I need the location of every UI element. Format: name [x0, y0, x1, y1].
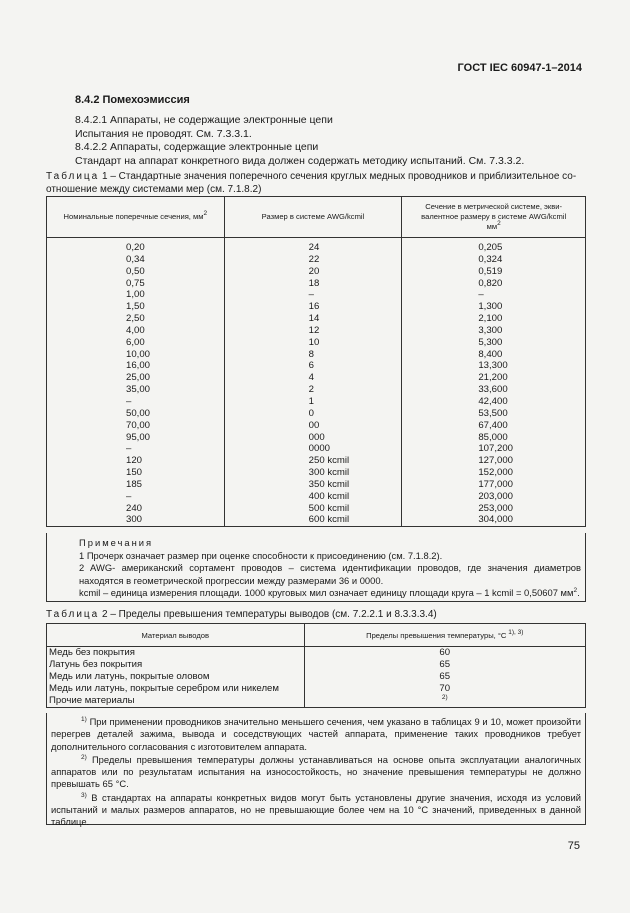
- cell-awg-size: 300 kcmil: [224, 467, 402, 479]
- temperature-table-body: [47, 647, 586, 708]
- standard-header: ГОСТ IEC 60947-1–2014: [457, 62, 582, 74]
- cell-material: Медь без покрытия: [47, 647, 305, 660]
- body-line: 8.4.2.2 Аппараты, содержащие электронные цепи: [75, 141, 319, 154]
- table-row: [47, 659, 586, 671]
- cell-metric-equivalent: 33,600: [402, 384, 586, 396]
- cell-metric-equivalent: 13,300: [402, 360, 586, 372]
- table-row: [47, 372, 586, 384]
- cell-metric-equivalent: 85,000: [402, 432, 586, 444]
- conductor-table-body: [47, 238, 586, 527]
- cell-cross-section: 2,50: [47, 313, 225, 325]
- cell-awg-size: 000: [224, 432, 402, 444]
- note-2: 2 AWG- американский сортамент проводов – система идентификации проводов, где значения диаметров находятся в геометрической прогрессии между размерами 36 и 0000.: [79, 562, 581, 586]
- table-row: [47, 278, 586, 290]
- cell-cross-section: 0,75: [47, 278, 225, 290]
- footnote-1: $^{1)}$ При применении проводников значительно меньшего сечения, чем указано в таблицах 9 и 10, может произойти перегрев деталей зажима, вывода и соседствующих частей аппарата, применение таких проводников требует дополнительного согласования с изготовителем аппарата.: [51, 716, 581, 752]
- cell-cross-section: 0,20: [47, 242, 225, 254]
- cell-cross-section: 0,50: [47, 266, 225, 278]
- col-header-temperature-limit: Пределы превышения температуры, °С $^{1), 3)}$: [304, 624, 585, 647]
- cell-awg-size: 250 kcmil: [224, 455, 402, 467]
- cell-material: Прочие материалы: [47, 695, 305, 708]
- cell-material: Медь или латунь, покрытые серебром или никелем: [47, 683, 305, 695]
- cell-cross-section: –: [47, 396, 225, 408]
- table-row: [47, 396, 586, 408]
- cell-metric-equivalent: –: [402, 289, 586, 301]
- table1-caption: [46, 171, 586, 196]
- temperature-table: [46, 623, 586, 708]
- cell-metric-equivalent: 3,300: [402, 325, 586, 337]
- cell-awg-size: 16: [224, 301, 402, 313]
- cell-cross-section: 150: [47, 467, 225, 479]
- table-row: [47, 349, 586, 361]
- cell-awg-size: 12: [224, 325, 402, 337]
- cell-awg-size: 20: [224, 266, 402, 278]
- cell-metric-equivalent: 177,000: [402, 479, 586, 491]
- footnote-3: $^{3)}$ В стандартах на аппараты конкретных видов могут быть установлены другие значения, исходя из условий испытаний и малых размеров аппаратов, но не превышающие более чем на 10 °С значений, приведенных в данной таблице.: [51, 791, 581, 828]
- cell-metric-equivalent: 0,324: [402, 254, 586, 266]
- body-line: 8.4.2.1 Аппараты, не содержащие электронные цепи: [75, 114, 333, 126]
- table2-caption-text: 2 – Пределы превышения температуры выводов (см. 7.2.2.1 и 8.3.3.3.4): [99, 609, 437, 620]
- cell-metric-equivalent: 0,205: [402, 242, 586, 254]
- table-row: [47, 337, 586, 349]
- cell-metric-equivalent: 127,000: [402, 455, 586, 467]
- cell-awg-size: 0: [224, 408, 402, 420]
- cell-metric-equivalent: 152,000: [402, 467, 586, 479]
- cell-metric-equivalent: 8,400: [402, 349, 586, 361]
- cell-awg-size: 400 kcmil: [224, 491, 402, 503]
- cell-awg-size: 8: [224, 349, 402, 361]
- cell-cross-section: –: [47, 491, 225, 503]
- table-row: [47, 325, 586, 337]
- table-row: [47, 420, 586, 432]
- cell-material: Латунь без покрытия: [47, 659, 305, 671]
- cell-awg-size: 00: [224, 420, 402, 432]
- table-row: [47, 695, 586, 708]
- table-row: [47, 254, 586, 266]
- table2-caption-label: Таблица: [46, 609, 100, 620]
- conductor-table: [46, 196, 586, 527]
- section-title: 8.4.2 Помехоэмиссия: [75, 94, 190, 106]
- cell-cross-section: 35,00: [47, 384, 225, 396]
- cell-cross-section: 0,34: [47, 254, 225, 266]
- cell-cross-section: 50,00: [47, 408, 225, 420]
- cell-awg-size: 14: [224, 313, 402, 325]
- col-header-cross-section: Номинальные поперечные сечения, $мм^2$: [47, 197, 225, 238]
- cell-cross-section: 6,00: [47, 337, 225, 349]
- table-row: [47, 242, 586, 254]
- table1-caption-text: 1 – Стандартные значения поперечного сечения круглых медных проводников и приблизительное соотношение между системами мер (см. 7.1.8.2): [46, 171, 577, 195]
- cell-cross-section: 16,00: [47, 360, 225, 372]
- cell-temperature-limit: 2): [304, 695, 585, 708]
- cell-metric-equivalent: 2,100: [402, 313, 586, 325]
- table-row: [47, 671, 586, 683]
- table-row: [47, 289, 586, 301]
- cell-cross-section: 240: [47, 503, 225, 515]
- table-row: [47, 479, 586, 491]
- table-row: [47, 432, 586, 444]
- cell-cross-section: 120: [47, 455, 225, 467]
- cell-cross-section: 185: [47, 479, 225, 491]
- note-1: 1 Прочерк означает размер при оценке способности к присоединению (см. 7.1.8.2).: [79, 549, 443, 561]
- col-header-awg: Размер в системе AWG/kcmil: [224, 197, 402, 238]
- notes-title: Примечания: [79, 537, 154, 548]
- cell-metric-equivalent: 67,400: [402, 420, 586, 432]
- cell-temperature-limit: 70: [304, 683, 585, 695]
- cell-awg-size: 10: [224, 337, 402, 349]
- cell-metric-equivalent: 5,300: [402, 337, 586, 349]
- footnote-2: $^{2)}$ Пределы превышения температуры должны устанавливаться на основе опыта эксплуатации аналогичных аппаратов или по результатам испытания на износостойкость, но значение превышения температуры не должно превышать 65 °С.: [51, 753, 581, 790]
- section-body: [75, 114, 524, 169]
- table2-caption: [46, 609, 437, 620]
- cell-metric-equivalent: 1,300: [402, 301, 586, 313]
- cell-cross-section: 25,00: [47, 372, 225, 384]
- body-line: Стандарт на аппарат конкретного вида должен содержать методику испытаний. См. 7.3.3.2.: [75, 155, 525, 168]
- page-number: 75: [567, 840, 580, 852]
- body-line: Испытания не проводят. См. 7.3.3.1.: [75, 127, 252, 140]
- cell-cross-section: 10,00: [47, 349, 225, 361]
- cell-cross-section: 1,00: [47, 289, 225, 301]
- cell-metric-equivalent: 53,500: [402, 408, 586, 420]
- cell-material: Медь или латунь, покрытые оловом: [47, 671, 305, 683]
- cell-metric-equivalent: 253,000: [402, 503, 586, 515]
- cell-awg-size: 350 kcmil: [224, 479, 402, 491]
- table2-footnotes: [46, 713, 586, 828]
- cell-awg-size: 6: [224, 360, 402, 372]
- cell-metric-equivalent: 0,820: [402, 278, 586, 290]
- table-row: [47, 384, 586, 396]
- cell-temperature-limit: 65: [304, 671, 585, 683]
- cell-cross-section: 95,00: [47, 432, 225, 444]
- table-row: [47, 467, 586, 479]
- cell-awg-size: 18: [224, 278, 402, 290]
- cell-awg-size: 4: [224, 372, 402, 384]
- cell-temperature-limit: 65: [304, 659, 585, 671]
- table-row: [47, 503, 586, 515]
- cell-temperature-limit: 60: [304, 647, 585, 660]
- table1-notes: [46, 533, 586, 602]
- col-header-metric-equivalent: Сечение в метрической системе, экви- валентное размеру в системе AWG/kcmil $мм^2$: [402, 197, 586, 238]
- cell-awg-size: 0000: [224, 443, 402, 455]
- table-row: [47, 514, 586, 526]
- cell-metric-equivalent: 304,000: [402, 514, 586, 526]
- table-row: [47, 301, 586, 313]
- cell-awg-size: –: [224, 289, 402, 301]
- cell-awg-size: 1: [224, 396, 402, 408]
- col-header-material: Материал выводов: [47, 624, 305, 647]
- cell-awg-size: 22: [224, 254, 402, 266]
- cell-awg-size: 600 kcmil: [224, 514, 402, 526]
- table-row: [47, 408, 586, 420]
- cell-metric-equivalent: 21,200: [402, 372, 586, 384]
- cell-awg-size: 24: [224, 242, 402, 254]
- table1-caption-label: Таблица: [46, 171, 100, 182]
- table-row: [47, 313, 586, 325]
- cell-awg-size: 500 kcmil: [224, 503, 402, 515]
- table-row: [47, 647, 586, 660]
- table-row: [47, 266, 586, 278]
- table-row: [47, 360, 586, 372]
- table-row: [47, 443, 586, 455]
- cell-cross-section: –: [47, 443, 225, 455]
- cell-cross-section: 1,50: [47, 301, 225, 313]
- note-3: kcmil – единица измерения площади. 1000 круговых мил означает единицу площади круга – 1 kcmil = 0,50607 $мм^2$.: [79, 587, 580, 598]
- table-row: [47, 491, 586, 503]
- cell-cross-section: 70,00: [47, 420, 225, 432]
- cell-metric-equivalent: 42,400: [402, 396, 586, 408]
- cell-cross-section: 4,00: [47, 325, 225, 337]
- table-row: [47, 455, 586, 467]
- cell-cross-section: 300: [47, 514, 225, 526]
- cell-metric-equivalent: 0,519: [402, 266, 586, 278]
- cell-metric-equivalent: 107,200: [402, 443, 586, 455]
- cell-metric-equivalent: 203,000: [402, 491, 586, 503]
- table-row: [47, 683, 586, 695]
- cell-awg-size: 2: [224, 384, 402, 396]
